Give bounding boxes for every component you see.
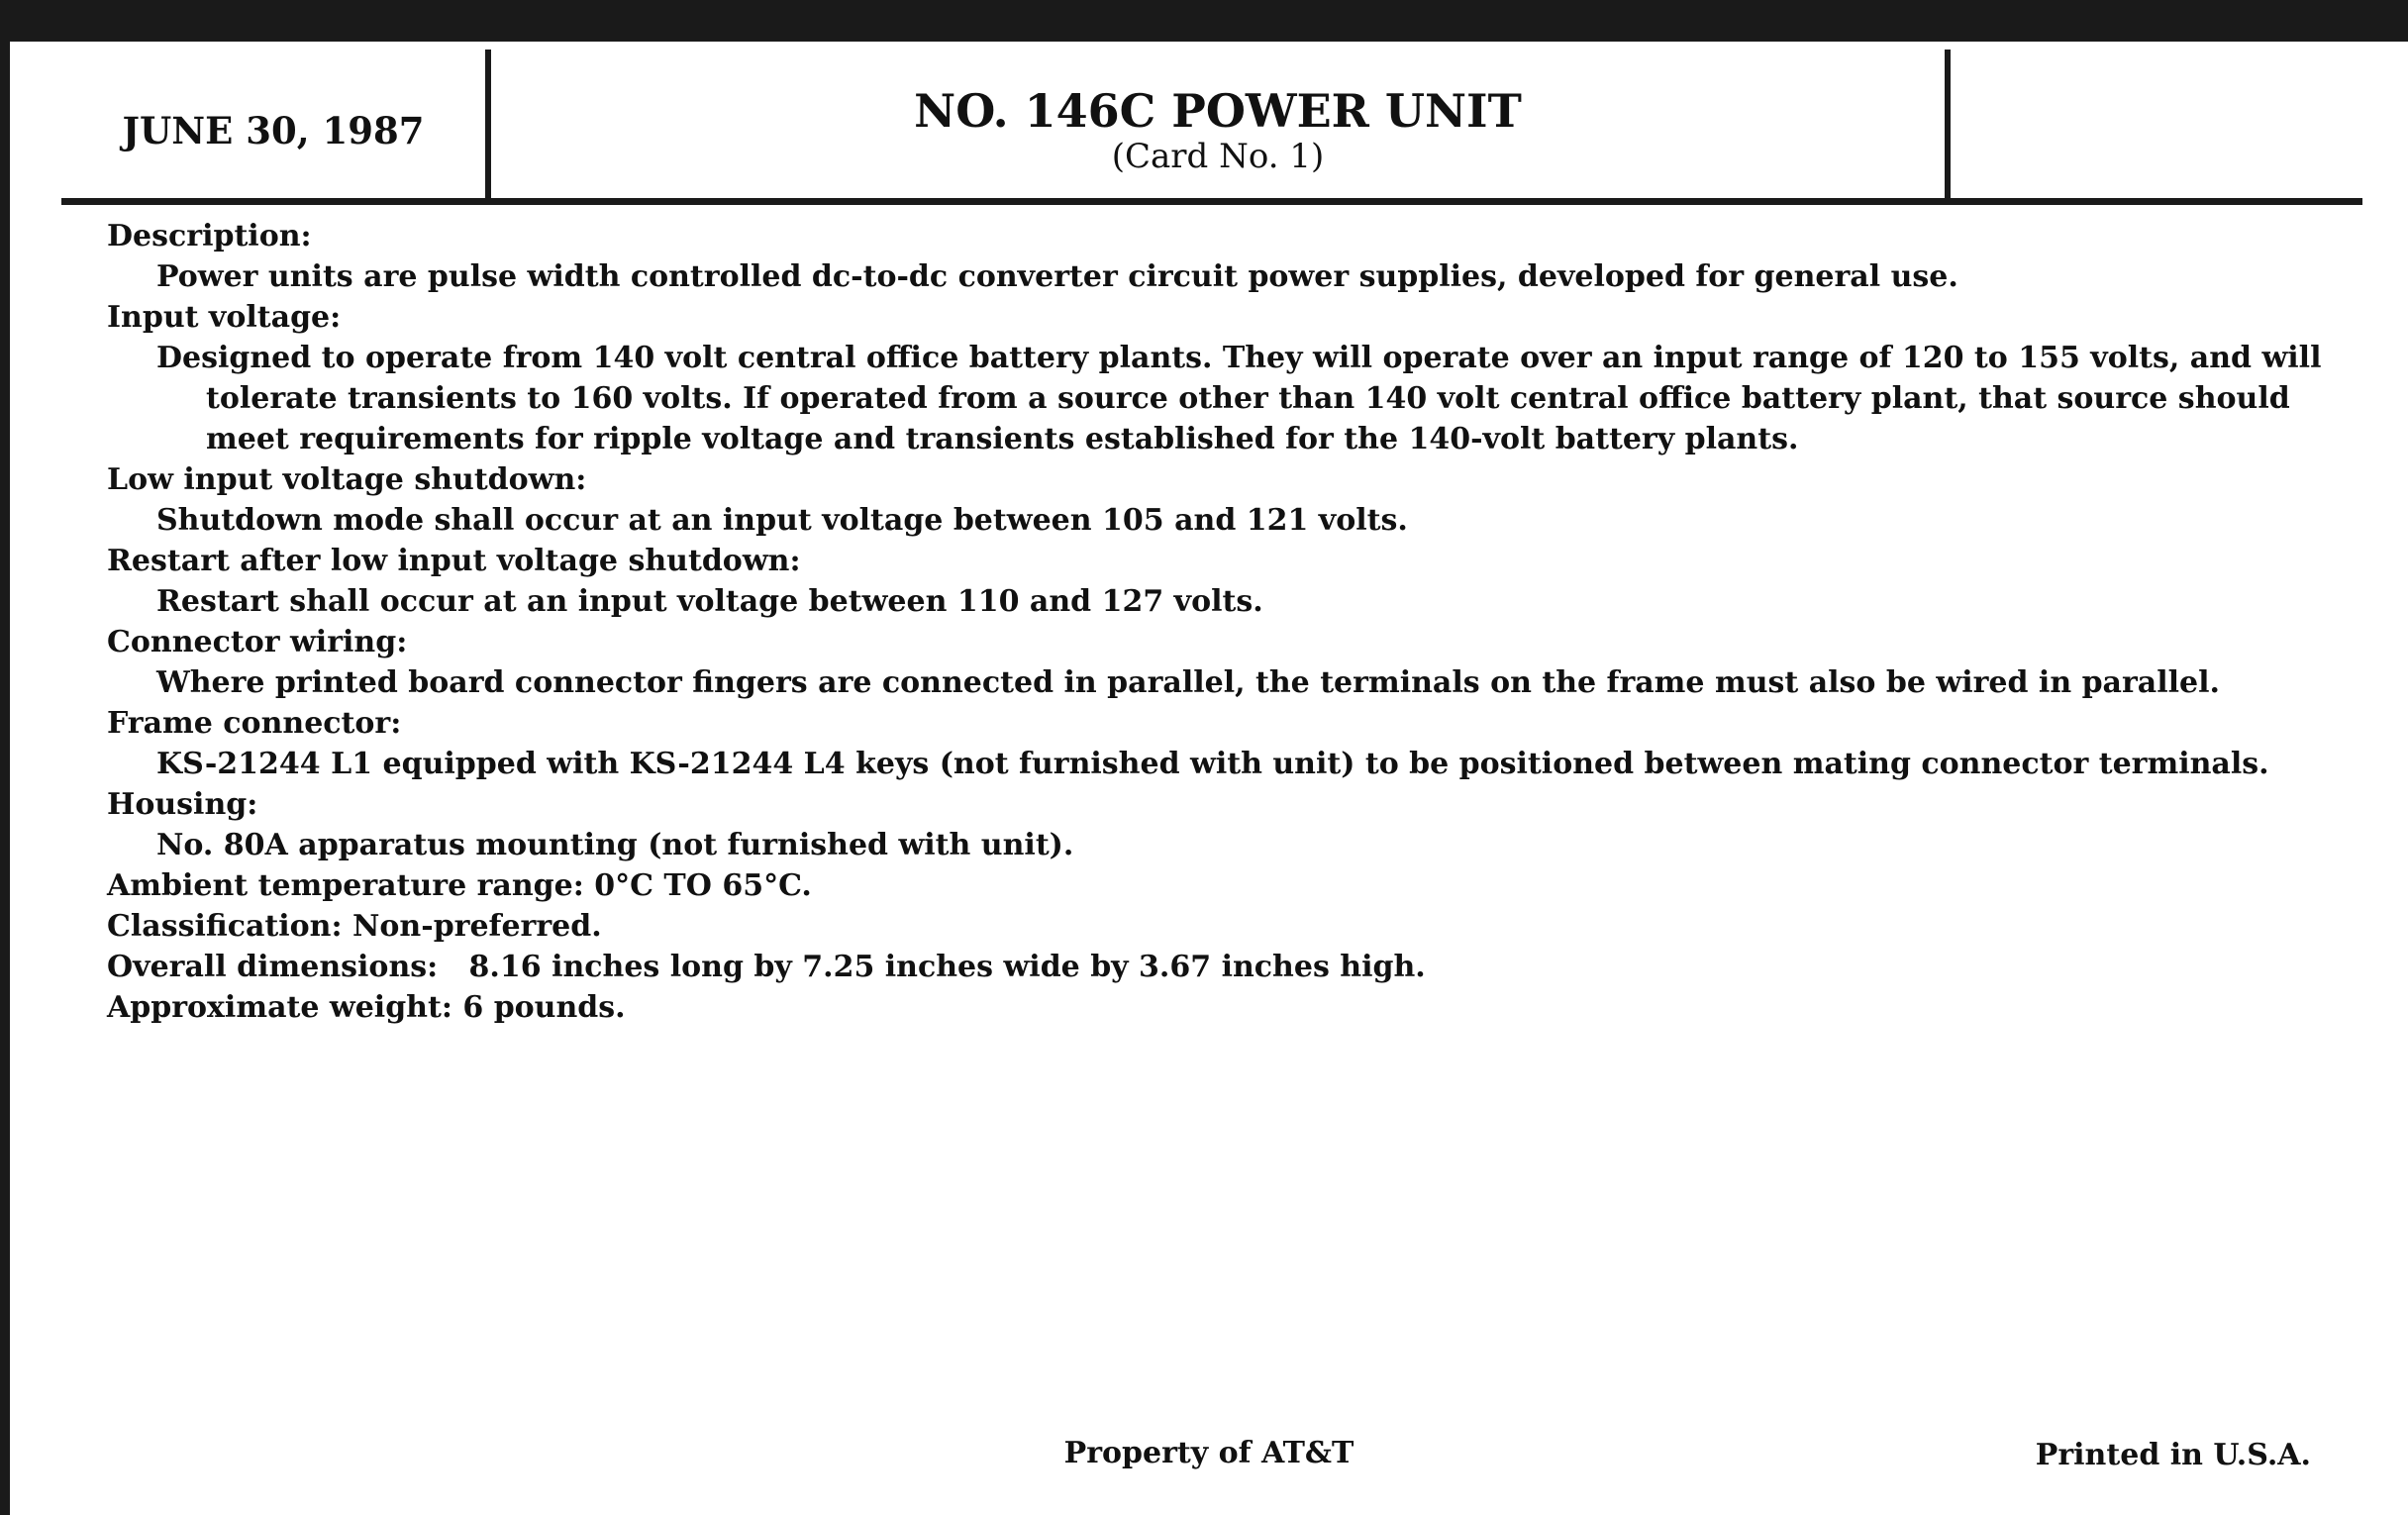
card-header [61,42,2362,205]
spec-classification: Classification: Non-preferred. [107,909,602,944]
section-heading-housing: Housing: [107,787,258,822]
section-text-frame-connector: KS-21244 L1 equipped with KS-21244 L4 keys (not furnished with unit) to be positioned between mating connector terminals. [156,747,2269,781]
title-block [491,85,1945,176]
document-card [10,42,2408,1515]
section-text-connector-wiring: Where printed board connector fingers are connected in parallel, the terminals on the frame must also be wired in parallel. [156,665,2220,700]
spec-ambient-temperature: Ambient temperature range: 0°C TO 65°C. [107,868,812,903]
section-text-housing: No. 80A apparatus mounting (not furnished with unit). [156,828,1074,862]
spec-weight: Approximate weight: 6 pounds. [107,990,626,1025]
section-text-description: Power units are pulse width controlled dc-to-dc converter circuit power supplies, developed for general use. [156,259,1958,294]
issue-date: JUNE 30, 1987 [122,109,425,152]
section-heading-frame-connector: Frame connector: [107,706,402,741]
section-text-input-voltage: Designed to operate from 140 volt central office battery plants. They will operate over an input range of 120 to 155 volts, and will tolerate transients to 160 volts. If operated from a source other than 140 volt central office battery plant, that source should meet requirements for ripple voltage and transients established for the 140-volt battery plants. [156,341,2322,456]
document-title: NO. 146C POWER UNIT [914,84,1522,138]
header-divider-right [1945,50,1951,198]
section-heading-shutdown: Low input voltage shutdown: [107,462,587,497]
spec-dimensions: Overall dimensions: 8.16 inches long by 7.25 inches wide by 3.67 inches high. [107,950,1426,984]
section-heading-description: Description: [107,219,312,253]
section-heading-connector-wiring: Connector wiring: [107,625,408,659]
section-text-shutdown: Shutdown mode shall occur at an input voltage between 105 and 121 volts. [156,503,1408,538]
section-text-restart: Restart shall occur at an input voltage between 110 and 127 volts. [156,584,1263,619]
section-heading-input-voltage: Input voltage: [107,300,342,335]
card-body [107,216,2325,1028]
footer-property: Property of AT&T [1063,1436,1354,1470]
card-number: (Card No. 1) [1111,137,1325,176]
section-heading-restart: Restart after low input voltage shutdown: [107,544,801,578]
footer-printed: Printed in U.S.A. [2035,1438,2311,1472]
